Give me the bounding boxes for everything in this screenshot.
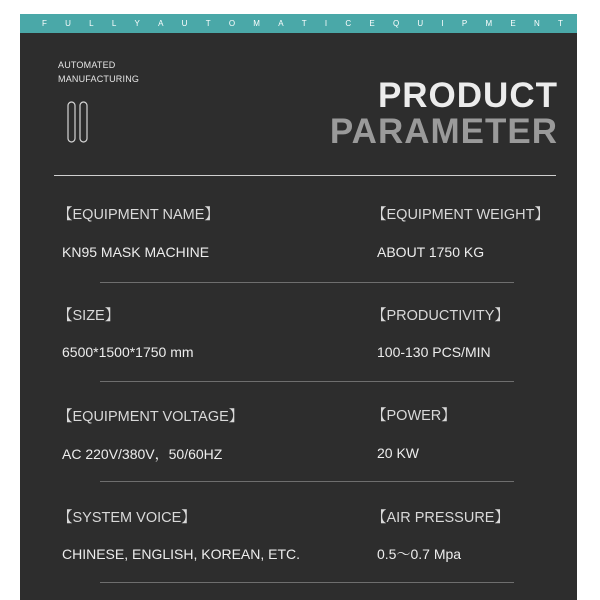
auto-label-line2: MANUFACTURING [58,74,140,84]
banner-letter: T [205,19,211,28]
param-value-system-voice: CHINESE, ENGLISH, KOREAN, ETC. [62,546,301,562]
banner-letter: I [441,19,444,28]
param-value-equipment-voltage: AC 220V/380V，50/60HZ [62,446,223,462]
row-divider [100,481,514,482]
row-divider [100,381,514,382]
param-value-power: 20 KW [377,445,420,461]
automated-manufacturing-label [58,58,139,86]
banner-letter: Q [392,19,400,28]
banner-letter: F [42,19,47,28]
param-label-productivity: 【PRODUCTIVITY】 [372,308,509,324]
banner-letter: N [533,19,540,28]
param-value-size: 6500*1500*1750 mm [62,344,194,360]
banner-letter: Y [134,19,140,28]
banner-letter: M [253,19,260,28]
banner-text [20,14,577,33]
param-label-equipment-weight: 【EQUIPMENT WEIGHT】 [372,207,549,223]
auto-label-line1: AUTOMATED [58,60,116,70]
banner-letter: T [557,19,563,28]
banner-letter: A [278,19,284,28]
banner-letter: E [510,19,516,28]
banner-letter: U [417,19,424,28]
header-divider [54,175,556,176]
param-value-equipment-weight: ABOUT 1750 KG [377,244,485,260]
param-label-size: 【SIZE】 [58,308,120,324]
param-label-equipment-voltage: 【EQUIPMENT VOLTAGE】 [58,409,244,425]
param-label-air-pressure: 【AIR PRESSURE】 [372,510,509,526]
banner-letter: I [324,19,328,28]
banner-letter: U [181,19,188,28]
banner-letter: L [111,19,117,28]
title-parameter: PARAMETER [329,112,558,151]
row-divider [100,582,514,583]
product-parameter-panel [20,14,577,600]
banner-letter: T [301,19,307,28]
banner-letter: A [158,19,164,28]
row-divider [100,282,514,283]
param-value-air-pressure: 0.5～0.7 Mpa [377,546,462,562]
param-label-equipment-name: 【EQUIPMENT NAME】 [58,207,219,223]
double-bar-icon [66,101,90,143]
param-value-productivity: 100-130 PCS/MIN [377,344,491,360]
banner-letter: E [369,19,375,28]
banner-letter: P [461,19,468,28]
param-label-power: 【POWER】 [372,408,456,424]
banner-letter: L [89,19,94,28]
param-value-equipment-name: KN95 MASK MACHINE [62,244,210,260]
banner-letter: U [65,19,71,28]
title-product: PRODUCT [377,76,558,115]
banner-letter: C [345,19,352,28]
param-label-system-voice: 【SYSTEM VOICE】 [58,510,196,526]
banner-letter: O [228,19,236,28]
banner-letter: M [485,19,493,28]
